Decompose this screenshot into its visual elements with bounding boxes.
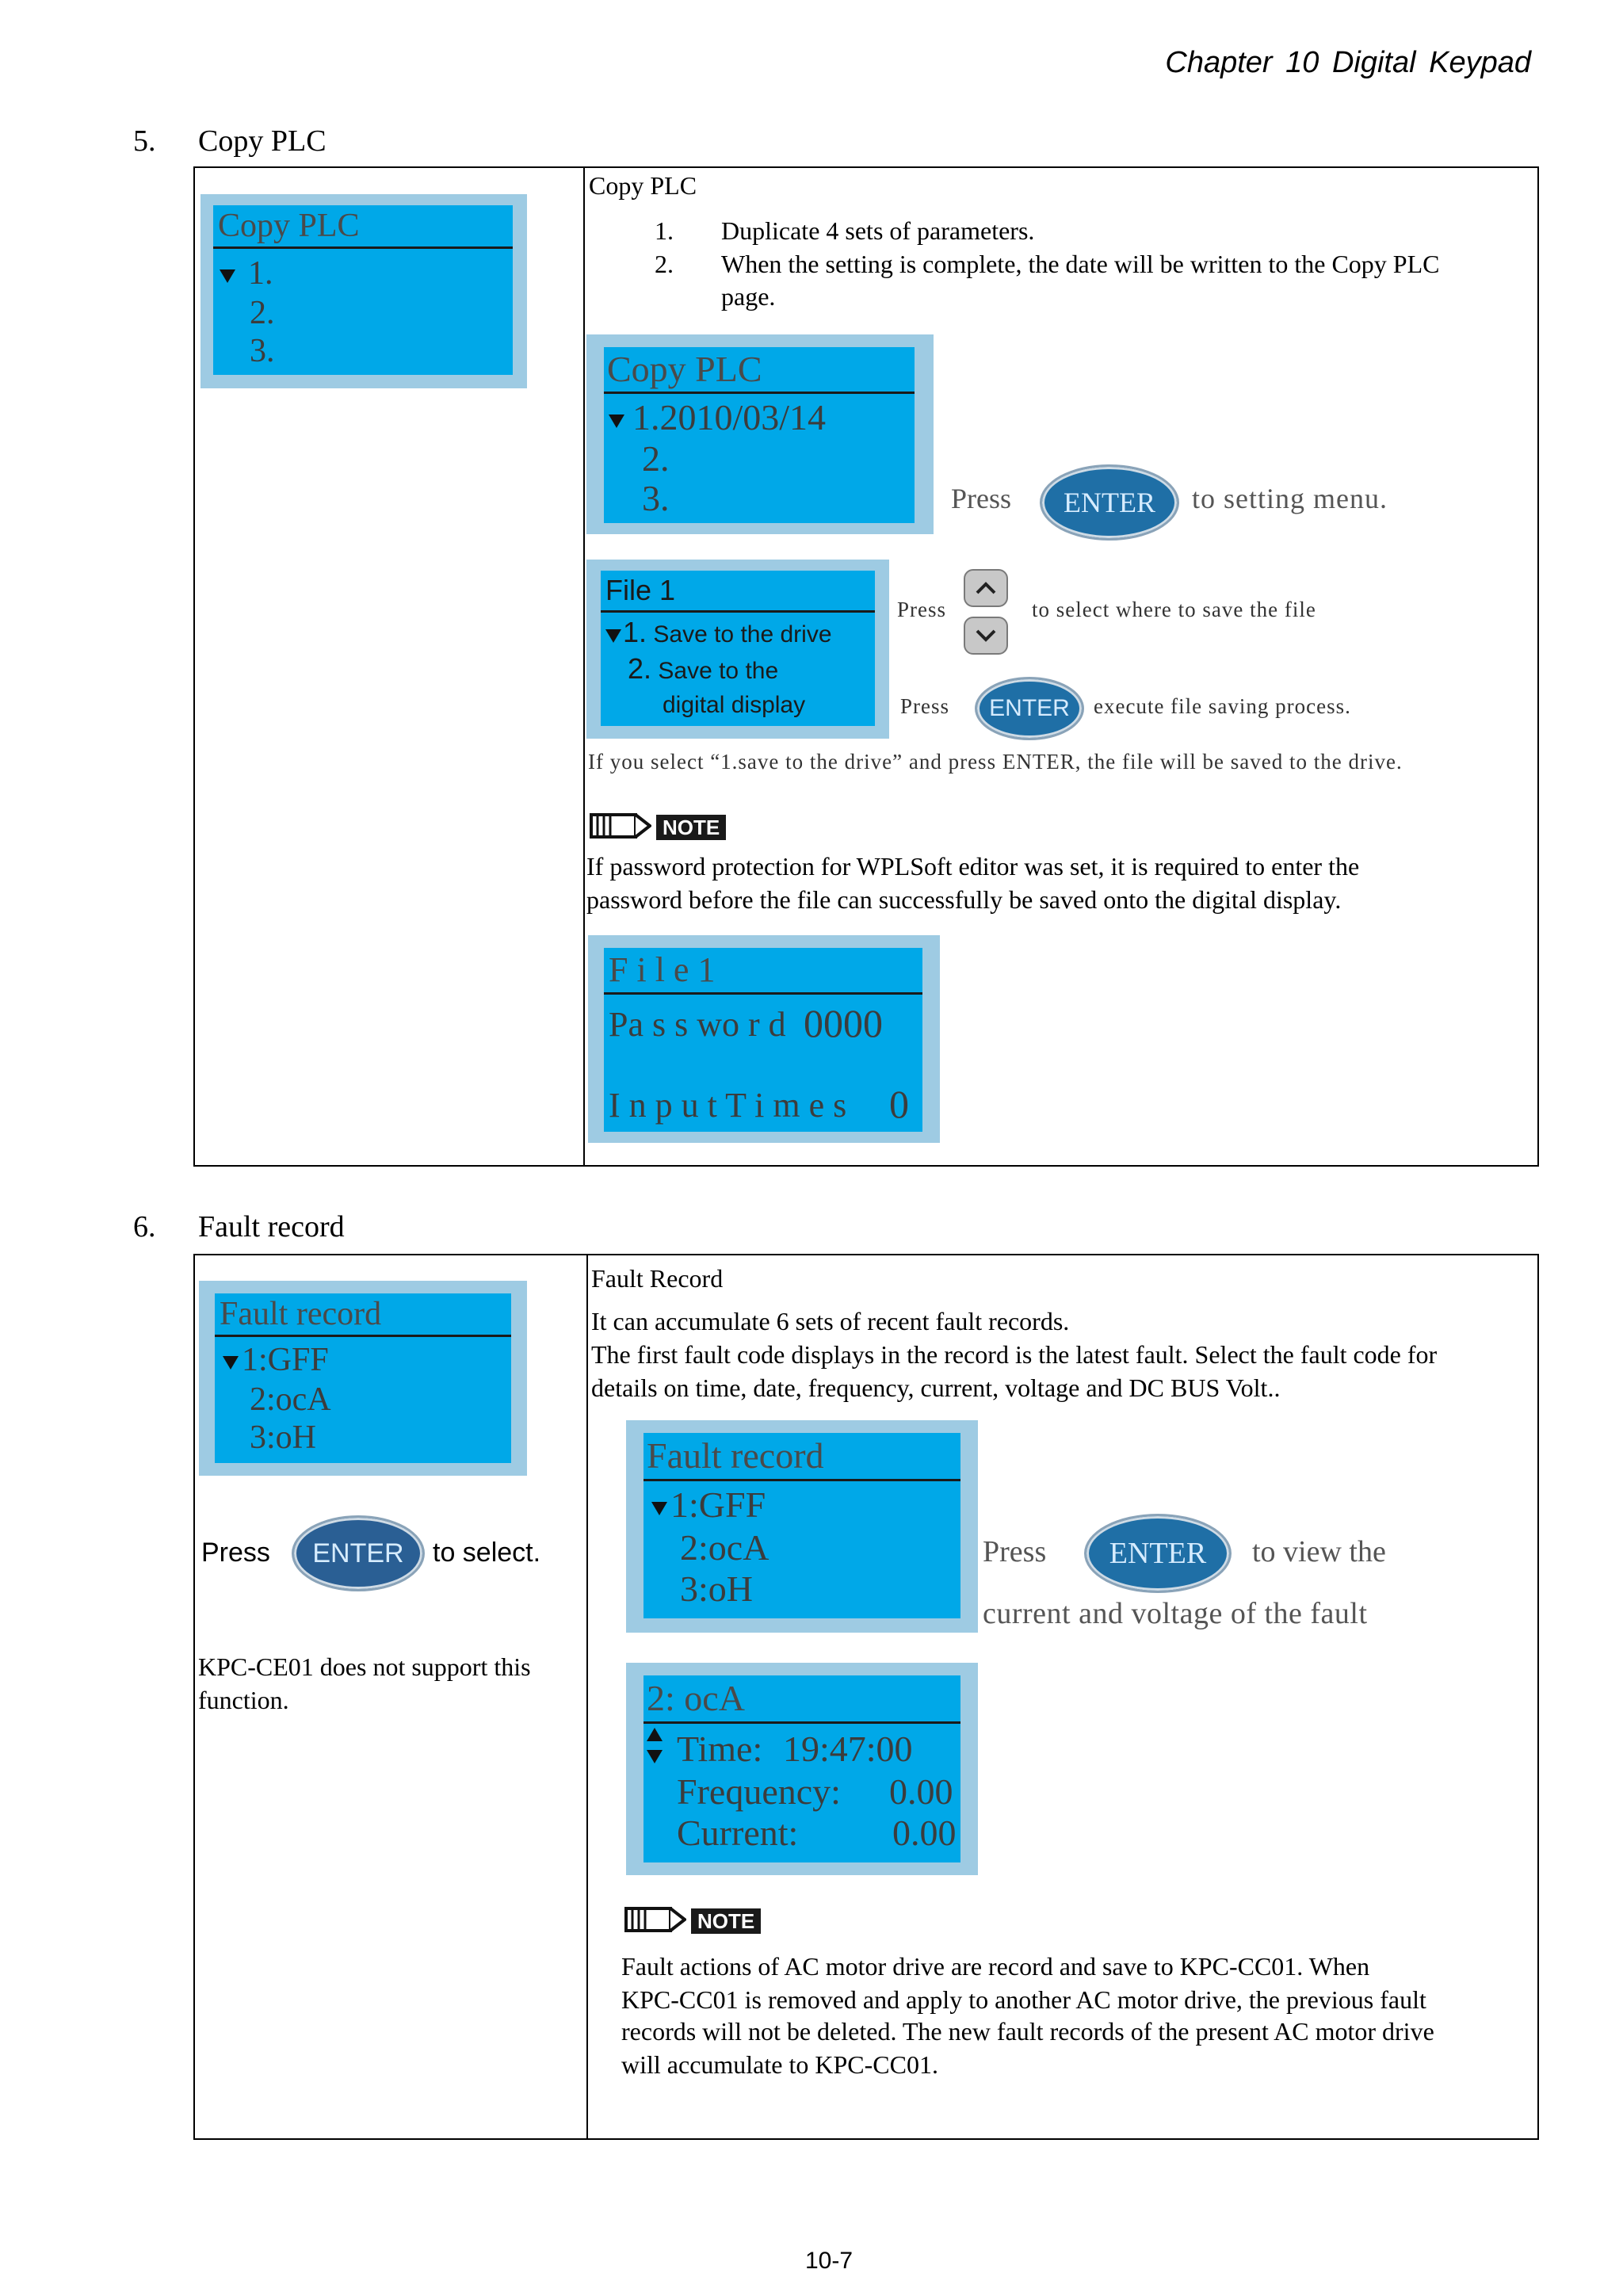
note-label: NOTE xyxy=(656,815,726,840)
lcd-fault-detail xyxy=(626,1663,978,1875)
lcd-copy-plc-date xyxy=(586,334,934,534)
lcd-item-2: 2:ocA xyxy=(680,1527,769,1568)
input-times-label: I n p u t T i m e s xyxy=(609,1086,847,1125)
cursor-updown-icon xyxy=(647,1728,663,1767)
press-instruction: to setting menu. xyxy=(1192,483,1388,514)
lcd-item-1: 1:GFF xyxy=(651,1484,766,1526)
note-icon xyxy=(588,810,651,842)
lcd-item-3: 3. xyxy=(250,333,275,369)
lcd-item-2: 2:ocA xyxy=(250,1381,331,1418)
press-label: Press xyxy=(951,483,1012,514)
section5-title: Copy PLC xyxy=(198,124,327,158)
enter-button[interactable]: ENTER xyxy=(1084,1514,1232,1593)
lcd-item-3: 3:oH xyxy=(680,1568,753,1609)
down-button[interactable] xyxy=(964,617,1008,655)
chevron-down-icon xyxy=(975,628,997,643)
lcd-title: Copy PLC xyxy=(213,205,513,249)
copy-plc-heading: Copy PLC xyxy=(589,171,697,200)
lcd-item-1: 1.2010/03/14 xyxy=(609,396,826,439)
input-times-value: 0 xyxy=(889,1082,909,1126)
time-label: Time: xyxy=(677,1729,763,1769)
page-number: 10-7 xyxy=(805,2248,854,2274)
up-button[interactable] xyxy=(964,569,1008,607)
lcd-item-3: 3. xyxy=(642,478,670,518)
note-line-1: Fault actions of AC motor drive are record and save to KPC-CC01. When xyxy=(621,1952,1370,1981)
note-line-3: records will not be deleted. The new fault records of the present AC motor drive xyxy=(621,2017,1434,2046)
lcd-copy-plc-menu xyxy=(200,194,527,388)
fault-record-heading: Fault Record xyxy=(591,1264,724,1293)
press-label: Press xyxy=(897,598,947,621)
lcd-item-1: 1:GFF xyxy=(223,1341,329,1379)
cursor-down-icon xyxy=(651,1502,667,1515)
lcd-fault-record-menu-2 xyxy=(626,1420,978,1633)
current-label: Current: xyxy=(677,1813,799,1853)
if-select-note: If you select “1.save to the drive” and press ENTER, the file will be saved to the drive. xyxy=(588,750,1403,774)
lcd-item-2: 2. Save to the xyxy=(628,652,779,685)
press-instruction-line2: current and voltage of the fault xyxy=(983,1597,1368,1630)
section5-divider xyxy=(583,166,585,1167)
lcd-file-save-options xyxy=(586,560,889,739)
chapter-header: Chapter 10 Digital Keypad xyxy=(1165,46,1531,79)
section6-divider xyxy=(586,1254,588,2140)
lcd-item-2: 2. xyxy=(250,295,275,331)
step-2-text: When the setting is complete, the date will be written to the Copy PLC xyxy=(721,250,1440,278)
lcd-title: F i l e 1 xyxy=(604,948,922,995)
press-instruction: execute file saving process. xyxy=(1094,694,1351,718)
chevron-up-icon xyxy=(975,581,997,595)
cursor-down-icon xyxy=(223,1356,239,1370)
step-2-num: 2. xyxy=(655,250,674,278)
press-label: Press xyxy=(201,1538,270,1568)
section5-number: 5. xyxy=(133,124,156,158)
fault-desc-line1: It can accumulate 6 sets of recent fault records. xyxy=(591,1307,1070,1335)
kpc-note-line1: KPC-CE01 does not support this xyxy=(198,1652,531,1681)
fault-desc-line2: The first fault code displays in the record is the latest fault. Select the fault code for xyxy=(591,1340,1438,1369)
note-label: NOTE xyxy=(691,1908,761,1934)
note-line-2: KPC-CC01 is removed and apply to another AC motor drive, the previous fault xyxy=(621,1985,1426,2014)
note-icon xyxy=(623,1904,686,1935)
lcd-title: Fault record xyxy=(643,1433,960,1481)
section6-number: 6. xyxy=(133,1210,156,1244)
lcd-item-2-cont: digital display xyxy=(663,692,806,718)
lcd-title: 2: ocA xyxy=(643,1675,960,1724)
step-1-text: Duplicate 4 sets of parameters. xyxy=(721,216,1035,245)
lcd-item-1: 1. xyxy=(220,254,273,292)
press-instruction: to view the xyxy=(1252,1535,1386,1568)
note-text-line1: If password protection for WPLSoft editor was set, it is required to enter the xyxy=(586,852,1360,881)
password-value: 0000 xyxy=(804,1001,883,1045)
press-instruction: to select where to save the file xyxy=(1032,598,1316,621)
cursor-down-icon xyxy=(605,629,621,643)
section6-title: Fault record xyxy=(198,1210,345,1244)
lcd-item-2: 2. xyxy=(642,438,670,479)
time-value: 19:47:00 xyxy=(783,1729,913,1769)
lcd-title: File 1 xyxy=(601,571,875,613)
step-2-text-cont: page. xyxy=(721,282,776,311)
current-value: 0.00 xyxy=(892,1813,957,1853)
press-instruction: to select. xyxy=(433,1538,541,1568)
lcd-password xyxy=(588,935,940,1143)
note-line-4: will accumulate to KPC-CC01. xyxy=(621,2050,938,2079)
cursor-down-icon xyxy=(220,269,235,283)
cursor-down-icon xyxy=(609,415,624,428)
press-label: Press xyxy=(983,1535,1047,1568)
lcd-item-1: 1. Save to the drive xyxy=(605,615,832,652)
password-label: Pa s s wo r d xyxy=(609,1005,786,1044)
enter-button[interactable]: ENTER xyxy=(1040,464,1179,541)
note-text-line2: password before the file can successfully be saved onto the digital display. xyxy=(586,885,1342,914)
frequency-label: Frequency: xyxy=(677,1771,841,1812)
frequency-value: 0.00 xyxy=(889,1771,953,1812)
fault-desc-line3: details on time, date, frequency, current, voltage and DC BUS Volt.. xyxy=(591,1373,1281,1402)
lcd-item-3: 3:oH xyxy=(250,1419,316,1456)
lcd-fault-record-menu xyxy=(199,1281,527,1476)
lcd-title: Fault record xyxy=(215,1293,511,1337)
enter-button[interactable]: ENTER xyxy=(292,1515,425,1591)
kpc-note-line2: function. xyxy=(198,1686,289,1714)
step-1-num: 1. xyxy=(655,216,674,245)
press-label: Press xyxy=(900,694,950,718)
lcd-title: Copy PLC xyxy=(604,347,915,394)
enter-button[interactable]: ENTER xyxy=(975,677,1084,740)
